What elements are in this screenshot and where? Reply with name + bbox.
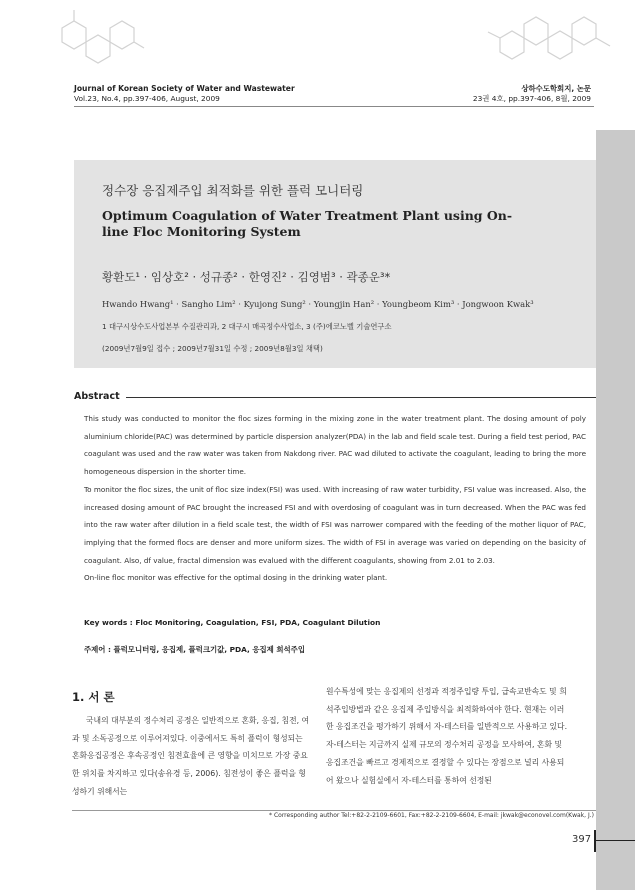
abstract-paragraph: On-line floc monitor was effective for the optimal dosing in the drinking water plant. xyxy=(84,573,388,583)
journal-name-kr: 상하수도학회지, 논문 xyxy=(521,84,591,93)
body-column-left xyxy=(72,712,310,801)
title-english: Optimum Coagulation of Water Treatment Plant using On-line Floc Monitoring System xyxy=(102,208,513,239)
section-title-introduction: 1. 서 론 xyxy=(72,690,115,704)
page-number: 397 xyxy=(572,834,592,845)
abstract-rule xyxy=(74,397,596,398)
side-margin-bar xyxy=(596,130,635,890)
authors-english: Hwando Hwang¹ · Sangho Lim² · Kyujong Sung² · Youngjin Han² · Youngbeom Kim³ · Jongwoon Kwak³ xyxy=(102,299,534,309)
keywords-english: Key words : Floc Monitoring, Coagulation, FSI, PDA, Coagulant Dilution xyxy=(84,618,381,627)
journal-name-en: Journal of Korean Society of Water and Wastewater xyxy=(74,84,295,93)
molecule-logo-left xyxy=(32,8,152,83)
footnote-divider xyxy=(72,810,596,811)
journal-issue-en: Vol.23, No.4, pp.397-406, August, 2009 xyxy=(74,94,220,103)
journal-header-kr xyxy=(473,84,591,104)
abstract-heading: Abstract xyxy=(74,391,126,402)
title-korean: 정수장 응집제주입 최적화를 위한 플럭 모니터링 xyxy=(102,183,364,198)
page-number-rule xyxy=(596,840,635,841)
journal-header-en xyxy=(74,84,295,104)
submission-dates: (2009년7월9일 접수 ; 2009년7월31일 수정 ; 2009년8월3일 채택) xyxy=(102,344,323,353)
journal-issue-kr: 23권 4호, pp.397-406, 8월, 2009 xyxy=(472,94,591,103)
corresponding-author-footnote: * Corresponding author Tel:+82-2-2109-6601, Fax:+82-2-2109-6604, E-mail: jkwak@econovel.com(Kwak, J.) xyxy=(269,812,594,819)
keywords-korean: 주제어 : 플럭모니터링, 응집제, 플럭크기값, PDA, 응집제 희석주입 xyxy=(84,645,305,654)
page-number-bar xyxy=(594,830,596,852)
body-paragraph: 원수특성에 맞는 응집제의 선정과 적정주입량 투입, 급속교반속도 및 희석주입방법과 같은 응집제 주입방식을 최적화하여야 한다. 현재는 이러한 응집조건을 평가하기 위해서 자-테스터를 일반적으로 사용하고 있다. 자-테스터는 지금까지 실제 규모의 정수처리 공정을 모사하여, 혼화 및 응집조건을 빠르고 경제적으로 결정할 수 있다는 장점으로 널리 사용되어 왔으나 실험실에서 자-테스터를 통하여 선정된 xyxy=(326,687,568,785)
body-paragraph: 국내의 대부분의 정수처리 공정은 일반적으로 혼화, 응집, 침전, 여과 및 소독공정으로 이루어져있다. 이중에서도 특히 플럭이 형성되는 혼화응집공정은 후속공정인 침전효율에 큰 영향을 미치므로 가장 중요한 위치를 차지하고 있다(송유경 등, 2006). 침전성이 좋은 플럭을 형성하기 위해서는 xyxy=(72,716,310,796)
abstract-paragraph: To monitor the floc sizes, the unit of floc size index(FSI) was used. With increasing of raw water turbidity, FSI value was increased. Also, the increased dosing amount of PAC brought the increased FSI and with overdosing of coagulant was in turn decreased. When the PAC was fed into the raw water after dilution in a field scale test, the width of FSI was narrower compared with the feeding of the mother liquor of PAC, implying that the formed flocs are denser and more uniform sizes. The width of FSI in average was varied on depending on the basicity of coagulant. Also, df value, fractal dimension was evalued with the different coagulants, showing from 2.01 to 2.03. xyxy=(84,484,586,565)
affiliations: 1 대구시상수도사업본부 수질관리과, 2 대구시 매곡정수사업소, 3 (주)에코노벨 기술연구소 xyxy=(102,322,392,331)
abstract-paragraph: This study was conducted to monitor the floc sizes forming in the mixing zone in the water treatment plant. The dosing amount of poly aluminium chloride(PAC) was determined by particle dispersion analyzer(PDA) in the lab and field scale test. During a field test period, PAC coagulant was used and the raw water was taken from Nakdong river. PAC wad diluted to activate the coagulant, leading to bring the more homogeneous dispersion in the shorter time. xyxy=(84,414,586,477)
header-divider xyxy=(74,106,594,107)
body-column-right xyxy=(326,683,571,789)
molecule-logo-right xyxy=(480,8,630,83)
abstract-body xyxy=(84,410,586,587)
authors-korean: 황환도¹ · 임상호² · 성규종² · 한영진² · 김영범³ · 곽종운³* xyxy=(102,270,391,284)
